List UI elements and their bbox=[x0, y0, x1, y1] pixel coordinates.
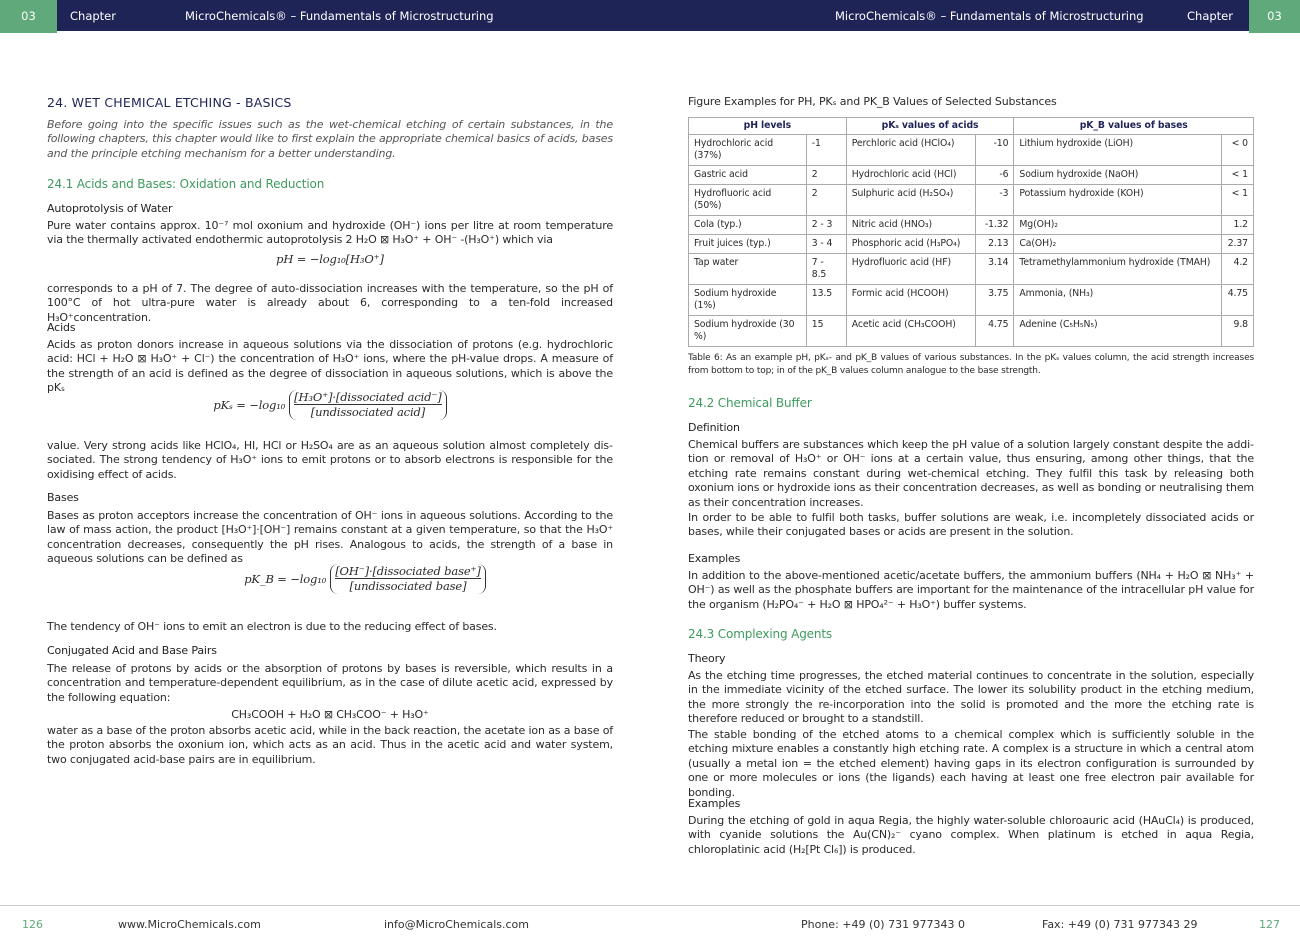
paragraph: water as a base of the proton absorbs acetic acid, while in the back reaction, the acetate ion as a base of the proton absorbs the oxonium ion, which acts as an acid. Thus in the acetic acid and water system, two conjugated acid-base pairs are in equilibrium. bbox=[47, 724, 613, 766]
value-cell: 13.5 bbox=[806, 285, 846, 316]
paragraph: Bases as proton acceptors increase the concentration of OH⁻ ions in aqueous solutions. According to the law of mass action, the product [H₃O⁺]·[OH⁻] remains constant at a given temperature, so that the H₃O⁺ concentration decreases, consequently the pH rises. Analogous to acids, the strength of a base in aqueous solutions can be defined as bbox=[47, 509, 613, 566]
substance-cell: Ammonia, (NH₃) bbox=[1014, 285, 1222, 316]
value-cell: < 0 bbox=[1221, 135, 1253, 166]
substance-cell: Fruit juices (typ.) bbox=[689, 235, 807, 254]
substance-cell: Phosphoric acid (H₃PO₄) bbox=[846, 235, 976, 254]
chapter-number-right: 03 bbox=[1249, 0, 1300, 33]
subheading-autoprotolysis: Autoprotolysis of Water bbox=[47, 202, 173, 215]
value-cell: 3.75 bbox=[976, 285, 1014, 316]
value-cell: 4.75 bbox=[1221, 285, 1253, 316]
substance-cell: Hydrochloric acid (37%) bbox=[689, 135, 807, 166]
value-cell: 2 - 3 bbox=[806, 216, 846, 235]
subheading-conjugated: Conjugated Acid and Base Pairs bbox=[47, 644, 217, 657]
section-heading-24-2: 24.2 Chemical Buffer bbox=[688, 396, 812, 410]
subheading-theory: Theory bbox=[688, 652, 726, 665]
substance-cell: Ca(OH)₂ bbox=[1014, 235, 1222, 254]
substance-cell: Hydrochloric acid (HCl) bbox=[846, 166, 976, 185]
substance-cell: Hydrofluoric acid (HF) bbox=[846, 254, 976, 285]
subheading-examples: Examples bbox=[688, 552, 741, 565]
left-page bbox=[47, 0, 613, 900]
value-cell: 4.75 bbox=[976, 316, 1014, 347]
value-cell: 2.13 bbox=[976, 235, 1014, 254]
paragraph: value. Very strong acids like HClO₄, HI, HCl or H₂SO₄ are as an aqueous solution almost completely dissociated. The strong tendency of H₃O⁺ ions to emit protons or to absorb electrons is responsible for the oxidising effect of acids. bbox=[47, 439, 613, 481]
section-heading-24-1: 24.1 Acids and Bases: Oxidation and Reduction bbox=[47, 177, 325, 191]
value-cell: 7 - 8.5 bbox=[806, 254, 846, 285]
substance-cell: Gastric acid bbox=[689, 166, 807, 185]
value-cell: 2 bbox=[806, 185, 846, 216]
value-cell: 3.14 bbox=[976, 254, 1014, 285]
value-cell: 1.2 bbox=[1221, 216, 1253, 235]
substance-cell: Lithium hydroxide (LiOH) bbox=[1014, 135, 1222, 166]
formula-denominator: [undissociated acid] bbox=[310, 405, 426, 420]
table-row bbox=[689, 254, 1254, 285]
value-cell: -6 bbox=[976, 166, 1014, 185]
right-page bbox=[688, 0, 1254, 900]
website-link[interactable]: www.MicroChemicals.com bbox=[118, 918, 261, 931]
paragraph: In order to be able to fulfil both tasks, buffer solutions are weak, i.e. incompletely dissociated acids or bases, while their conjugated bases or acids are present in the solution. bbox=[688, 511, 1254, 539]
paragraph: As the etching time progresses, the etched material continues to concentrate in the solution, especially in the immediate vicinity of the etched surface. The lower its solubility product in the etching medium, the more strongly the re-incorporation into the solid is promoted and the more the etching rate is therefore reduced or brought to a standstill. bbox=[688, 669, 1254, 726]
formula-ph: pH = −log₁₀[H₃O⁺] bbox=[276, 252, 384, 266]
paragraph: Pure water contains approx. 10⁻⁷ mol oxonium and hydroxide (OH⁻) ions per litre at room temperature via the thermally activated endothermic autoprotolysis 2 H₂O ⊠ H₃O⁺ + OH⁻ -(H₃O⁺) which via bbox=[47, 219, 613, 247]
header-ph: pH levels bbox=[689, 118, 847, 135]
substance-cell: Acetic acid (CH₃COOH) bbox=[846, 316, 976, 347]
chapter-title: 24. WET CHEMICAL ETCHING - BASICS bbox=[47, 95, 292, 110]
header-pkb: pK_B values of bases bbox=[1014, 118, 1254, 135]
formula-pks bbox=[47, 390, 613, 420]
value-cell: -10 bbox=[976, 135, 1014, 166]
subheading-bases: Bases bbox=[47, 491, 79, 504]
value-cell: -3 bbox=[976, 185, 1014, 216]
substance-cell: Tap water bbox=[689, 254, 807, 285]
table-row bbox=[689, 235, 1254, 254]
substance-cell: Potassium hydroxide (KOH) bbox=[1014, 185, 1222, 216]
value-cell: 9.8 bbox=[1221, 316, 1253, 347]
chapter-number-left: 03 bbox=[0, 0, 57, 33]
intro-text: Before going into the specific issues such as the wet-chemical etching of certain substances, in the following chapters, this chapter would like to first explain the appropriate chemical basics of acids, bases and the principle etching mechanism for a better understanding. bbox=[47, 118, 613, 160]
formula-lhs: pK_B = −log₁₀ bbox=[244, 571, 327, 586]
value-cell: < 1 bbox=[1221, 185, 1253, 216]
paragraph: The release of protons by acids or the absorption of protons by bases is reversible, which results in a concentration and temperature-dependent equilibrium, as in the case of dilute acetic acid, expressed by the following equation: bbox=[47, 662, 613, 704]
substance-cell: Sodium hydroxide (1%) bbox=[689, 285, 807, 316]
subheading-definition: Definition bbox=[688, 421, 740, 434]
value-cell: 2.37 bbox=[1221, 235, 1253, 254]
formula-numerator: [H₃O⁺]·[dissociated acid⁻] bbox=[294, 390, 442, 404]
paragraph: Acids as proton donors increase in aqueous solutions via the dissociation of protons (e.g. hydrochloric acid: HCl + H₂O ⊠ H₃O⁺ + Cl⁻) the concentration of H₃O⁺ ions, where the pH-value drops. A measure of the strength of an acid is defined as the degree of dissociation in aqueous solutions, which is above the pKₛ bbox=[47, 338, 613, 395]
formula-pkb bbox=[47, 564, 613, 594]
book-title-right: MicroChemicals® – Fundamentals of Microstructuring bbox=[835, 9, 1144, 23]
substance-cell: Sodium hydroxide (NaOH) bbox=[1014, 166, 1222, 185]
table-row bbox=[689, 135, 1254, 166]
figure-title: Figure Examples for PH, PKₛ and PK_B Values of Selected Substances bbox=[688, 95, 1057, 108]
values-table bbox=[688, 117, 1254, 347]
value-cell: < 1 bbox=[1221, 166, 1253, 185]
substance-cell: Sulphuric acid (H₂SO₄) bbox=[846, 185, 976, 216]
table-row bbox=[689, 185, 1254, 216]
substance-cell: Perchloric acid (HClO₄) bbox=[846, 135, 976, 166]
paragraph: In addition to the above-mentioned acetic/acetate buffers, the ammonium buffers (NH₄ + H₂O ⊠ NH₃⁺ + OH⁻) as well as the phosphate buffers are important for the maintenance of the intracellular pH value for the organism (H₂PO₄⁻ + H₂O ⊠ HPO₄²⁻ + H₃O⁺) buffer systems. bbox=[688, 569, 1254, 611]
book-title-left: MicroChemicals® – Fundamentals of Microstructuring bbox=[185, 9, 494, 23]
paragraph: Chemical buffers are substances which keep the pH value of a solution largely constant despite the addition or removal of H₃O⁺ or OH⁻ ions at a certain value, thus ensuring, among other things, that the etching rate remains constant during wet-chemical etching. They fulfil this task by releasing both oxonium ions or hydroxide ions as their concentration decreases, as well as bonding or neutralising them as their concentration increases. bbox=[688, 438, 1254, 509]
substance-cell: Hydrofluoric acid (50%) bbox=[689, 185, 807, 216]
paragraph: corresponds to a pH of 7. The degree of auto-dissociation increases with the temperature, so the pH of 100°C of hot ultra-pure water is already about 6, corresponding to a ten-fold increased H₃O⁺concentration. bbox=[47, 282, 613, 324]
value-cell: 4.2 bbox=[1221, 254, 1253, 285]
email-link[interactable]: info@MicroChemicals.com bbox=[384, 918, 529, 931]
fax-number: Fax: +49 (0) 731 977343 29 bbox=[1042, 918, 1198, 931]
substance-cell: Nitric acid (HNO₃) bbox=[846, 216, 976, 235]
table-row bbox=[689, 316, 1254, 347]
substance-cell: Formic acid (HCOOH) bbox=[846, 285, 976, 316]
substance-cell: Cola (typ.) bbox=[689, 216, 807, 235]
formula-lhs: pKₛ = −log₁₀ bbox=[213, 397, 286, 412]
equation-acetic: CH₃COOH + H₂O ⊠ CH₃COO⁻ + H₃O⁺ bbox=[231, 708, 429, 721]
chapter-label-right: Chapter bbox=[1187, 9, 1233, 23]
substance-cell: Tetramethylammonium hydroxide (TMAH) bbox=[1014, 254, 1222, 285]
table-row bbox=[689, 166, 1254, 185]
value-cell: 3 - 4 bbox=[806, 235, 846, 254]
subheading-examples: Examples bbox=[688, 797, 741, 810]
header-pks: pKₛ values of acids bbox=[846, 118, 1014, 135]
value-cell: -1.32 bbox=[976, 216, 1014, 235]
table-row bbox=[689, 216, 1254, 235]
substance-cell: Sodium hydroxide (30 %) bbox=[689, 316, 807, 347]
paragraph: The tendency of OH⁻ ions to emit an electron is due to the reducing effect of bases. bbox=[47, 620, 497, 633]
formula-denominator: [undissociated base] bbox=[349, 579, 467, 594]
page-number-left: 126 bbox=[22, 918, 43, 931]
substance-cell: Adenine (C₅H₅N₅) bbox=[1014, 316, 1222, 347]
page-number-right: 127 bbox=[1259, 918, 1280, 931]
paragraph: During the etching of gold in aqua Regia, the highly water-soluble chloroauric acid (HAuCl₄) is produced, with cyanide solutions the Au(CN)₂⁻ cyano complex. When platinum is etched in aqua Regia, chloroplatinic acid (H₂[Pt Cl₆]) is produced. bbox=[688, 814, 1254, 856]
page-footer bbox=[0, 905, 1300, 931]
value-cell: -1 bbox=[806, 135, 846, 166]
subheading-acids: Acids bbox=[47, 321, 76, 334]
section-heading-24-3: 24.3 Complexing Agents bbox=[688, 627, 833, 641]
value-cell: 2 bbox=[806, 166, 846, 185]
formula-numerator: [OH⁻]·[dissociated base⁺] bbox=[335, 564, 481, 578]
substance-cell: Mg(OH)₂ bbox=[1014, 216, 1222, 235]
chapter-label-left: Chapter bbox=[70, 9, 116, 23]
table-caption: Table 6: As an example pH, pKₛ- and pK_B values of various substances. In the pKₛ values column, the acid strength increases from bottom to top; in of the pK_B values column analogue to the base strength. bbox=[688, 353, 1254, 376]
paragraph: The stable bonding of the etched atoms to a chemical complex which is sufficiently soluble in the etching mixture enables a constantly high etching rate. A complex is a structure in which a central atom (usually a metal ion = the etched element) having gaps in its electron configuration is surrounded by one or more molecules or ions (the ligands) each having at least one free electron pair available for bonding. bbox=[688, 728, 1254, 799]
table-row bbox=[689, 285, 1254, 316]
value-cell: 15 bbox=[806, 316, 846, 347]
phone-number: Phone: +49 (0) 731 977343 0 bbox=[801, 918, 966, 931]
